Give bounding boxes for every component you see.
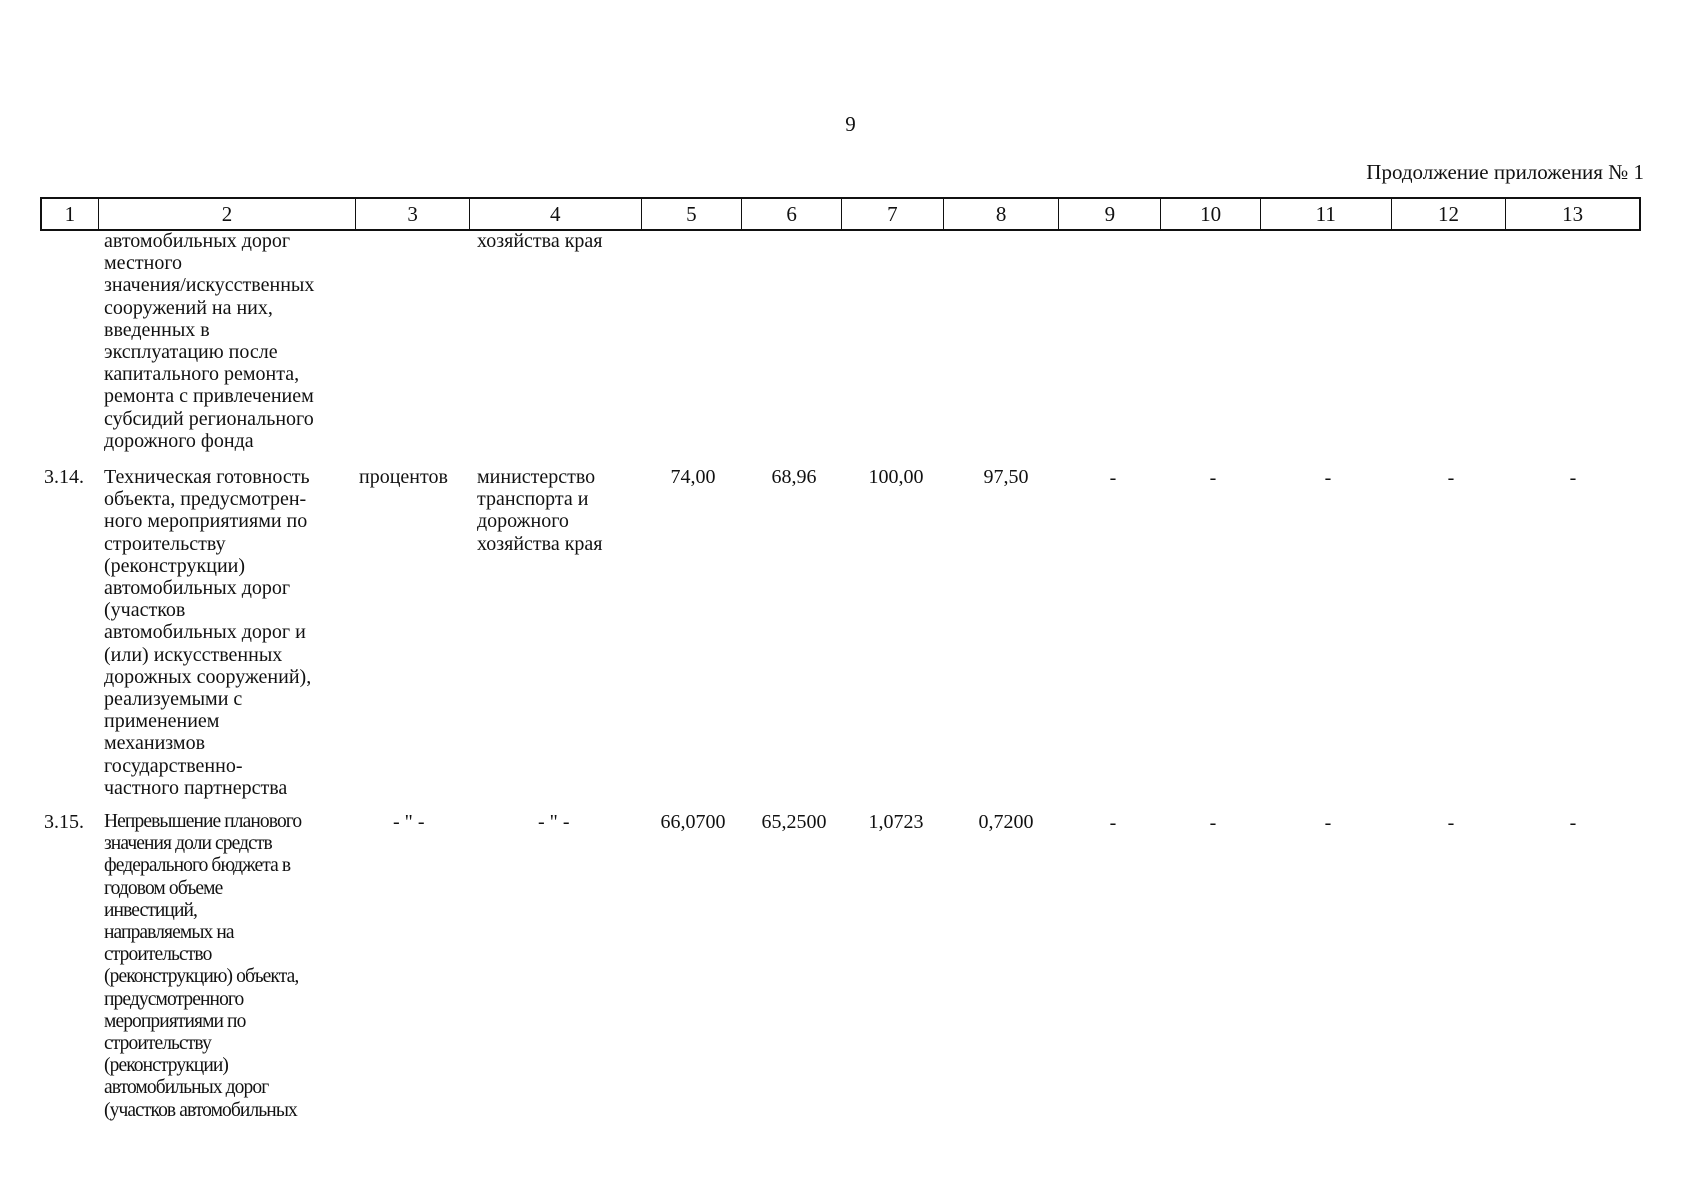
row-value-col7: 1,0723 bbox=[868, 811, 924, 833]
row-indicator-text: автомобильных дорог местного значения/искусственных сооружений на них, введенных в эксплуатацию после капитального ремонта, ремонта с привлечением субсидий регионального дорожного фонда bbox=[104, 230, 315, 452]
header-col-6: 6 bbox=[742, 199, 842, 229]
row-unit: - " - bbox=[393, 811, 425, 833]
header-col-2: 2 bbox=[99, 199, 356, 229]
continuation-label: Продолжение приложения № 1 bbox=[1366, 160, 1644, 184]
table-header-row bbox=[40, 197, 1641, 231]
row-value-col6: 65,2500 bbox=[761, 811, 827, 833]
header-col-11: 11 bbox=[1261, 199, 1392, 229]
row-number: 3.14. bbox=[44, 466, 84, 488]
row-unit: процентов bbox=[359, 466, 448, 488]
row-value-col10: - bbox=[1209, 812, 1217, 834]
header-col-12: 12 bbox=[1392, 199, 1507, 229]
row-value-col5: 66,0700 bbox=[660, 811, 726, 833]
header-col-4: 4 bbox=[470, 199, 642, 229]
row-value-col8: 0,7200 bbox=[978, 811, 1034, 833]
header-col-8: 8 bbox=[944, 199, 1060, 229]
header-col-7: 7 bbox=[842, 199, 944, 229]
row-value-col5: 74,00 bbox=[670, 466, 716, 488]
row-value-col11: - bbox=[1324, 467, 1332, 489]
row-value-col12: - bbox=[1447, 467, 1455, 489]
row-value-col7: 100,00 bbox=[868, 466, 924, 488]
header-col-3: 3 bbox=[356, 199, 470, 229]
row-value-col12: - bbox=[1447, 812, 1455, 834]
row-value-col9: - bbox=[1109, 467, 1117, 489]
row-executor-text: министерство транспорта и дорожного хозяйства края bbox=[477, 466, 603, 555]
row-value-col13: - bbox=[1569, 467, 1577, 489]
header-col-9: 9 bbox=[1059, 199, 1161, 229]
row-executor-text: хозяйства края bbox=[477, 230, 603, 252]
row-value-col8: 97,50 bbox=[983, 466, 1029, 488]
header-col-13: 13 bbox=[1562, 202, 1584, 226]
row-value-col6: 68,96 bbox=[771, 466, 817, 488]
page-number: 9 bbox=[845, 112, 856, 136]
header-col-10: 10 bbox=[1161, 199, 1261, 229]
row-indicator-text: Непревышение планового значения доли средств федерального бюджета в годовом объеме инвестиций, направляемых на строительство (реконструкцию) объекта, предусмотренного мероприятиями по строительству (реконструкции) автомобильных дорог (участков автомобильных bbox=[104, 811, 302, 1121]
row-indicator-text: Техническая готовность объекта, предусмотрен- ного мероприятиями по строительству (реконструкции) автомобильных дорог (участков автомобильных дорог и (или) искусственных дорожных сооружений), реализуемыми с применением механизмов государственно- частного партнерства bbox=[104, 466, 312, 799]
header-col-1: 1 bbox=[42, 199, 99, 229]
row-executor-text: - " - bbox=[538, 811, 570, 833]
row-value-col11: - bbox=[1324, 812, 1332, 834]
row-value-col10: - bbox=[1209, 467, 1217, 489]
row-value-col13: - bbox=[1569, 812, 1577, 834]
row-value-col9: - bbox=[1109, 812, 1117, 834]
header-col-5: 5 bbox=[642, 199, 743, 229]
row-number: 3.15. bbox=[44, 811, 84, 833]
